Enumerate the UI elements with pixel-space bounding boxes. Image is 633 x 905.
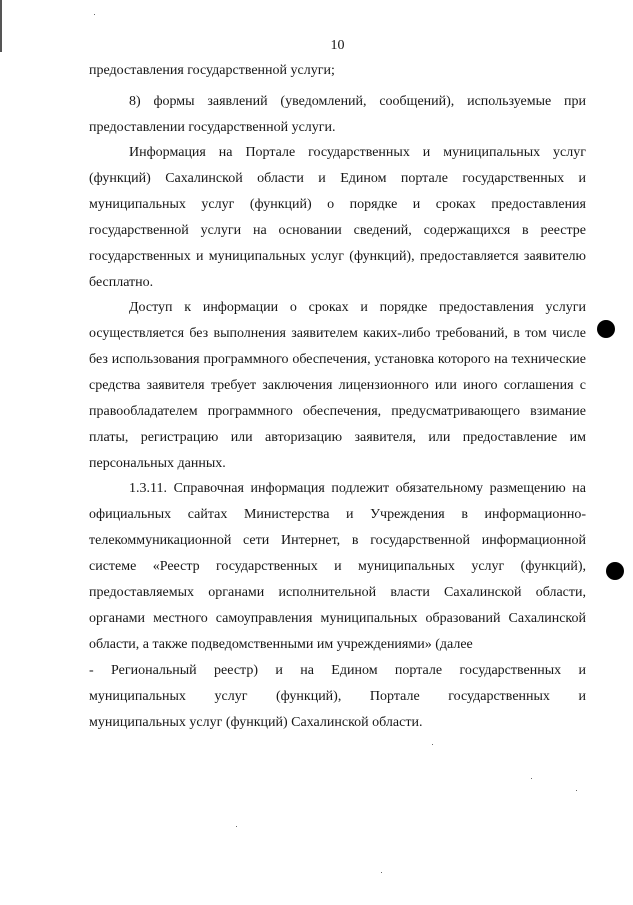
- scan-speck: [531, 778, 532, 779]
- scan-speck: [236, 826, 237, 827]
- reference-paragraph: 1.3.11. Справочная информация подлежит обязательному размещению на официальных сайтах Министерства и Учреждения в информационно-телекоммуникационной сети Интернет, в государственной информационной системе «Реестр государственных и муниципальных услуг (функций), предоставляемых органами исполнительной власти Сахалинской области, органами местного самоуправления муниципальных образований Сахалинской области, а также подведомственными им учреждениями» (далее: [89, 481, 586, 652]
- line-continuation: предоставления государственной услуги;: [89, 63, 335, 78]
- punch-hole-mark: [597, 320, 615, 338]
- access-paragraph: Доступ к информации о сроках и порядке предоставления услуги осуществляется без выполнения заявителем каких-либо требований, в том числе без использования программного обеспечения, установка которого на технические средства заявителя требует заключения лицензионного или иного соглашения с правообладателем программного обеспечения, предусматривающего взимание платы, регистрацию или авторизацию заявителя, или предоставление им персональных данных.: [89, 300, 586, 471]
- reference-paragraph-line: муниципальных услуг (функций), Портале государственных и: [89, 689, 586, 704]
- reference-paragraph-last-line: муниципальных услуг (функций) Сахалинской области.: [89, 715, 423, 730]
- info-paragraph: Информация на Портале государственных и муниципальных услуг (функций) Сахалинской области и Едином портале государственных и муниципальных услуг (функций) о порядке и сроках предоставления государственной услуги на основании сведений, содержащихся в реестре государственных и муниципальных услуг (функций), предоставляется заявителю бесплатно.: [89, 145, 586, 290]
- page-number: 10: [330, 38, 345, 53]
- scan-speck: [432, 744, 433, 745]
- reference-paragraph-line: - Региональный реестр) и на Едином портале государственных и: [89, 663, 586, 678]
- punch-hole-mark: [606, 562, 624, 580]
- scan-speck: [576, 790, 577, 791]
- list-item-8: 8) формы заявлений (уведомлений, сообщений), используемые при предоставлении государственной услуги.: [89, 94, 586, 135]
- scan-speck: [94, 14, 95, 15]
- scan-speck: [381, 872, 382, 873]
